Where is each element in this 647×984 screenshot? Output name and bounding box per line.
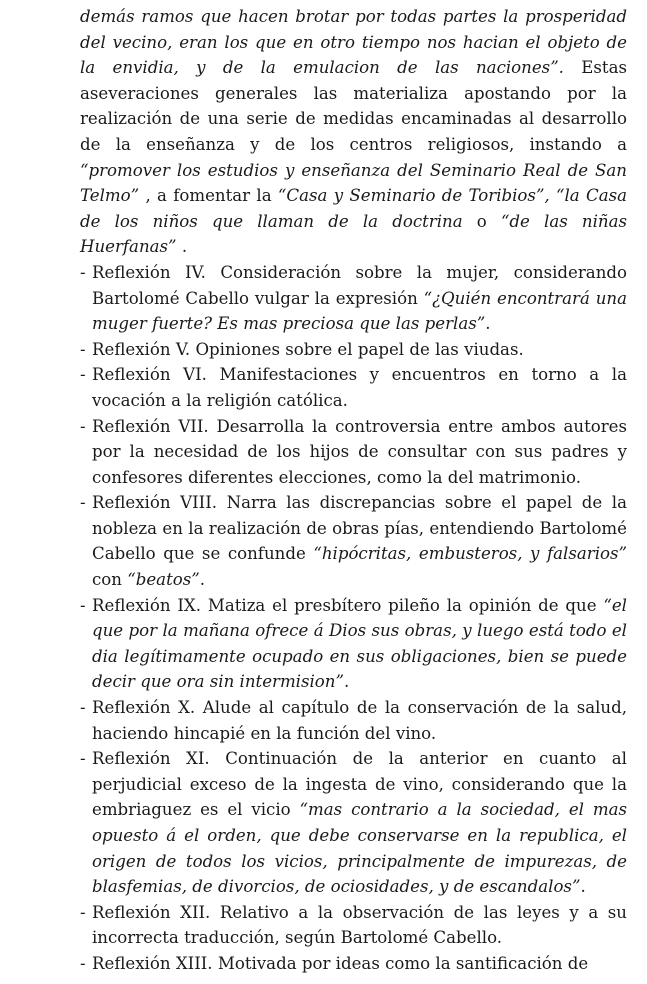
list-item-reflexion-iv [80, 260, 627, 337]
reflexion-list [80, 260, 627, 977]
list-item-reflexion-xii [80, 900, 627, 951]
item-text: . [199, 570, 206, 590]
item-text: . [485, 314, 491, 334]
list-item-reflexion-v [80, 337, 627, 363]
item-text: Reflexión XI. Continuación de la anterior en cuanto al perjudicial exceso de la ingesta de vino, considerando que la embriaguez es el vicio [92, 749, 627, 820]
item-quote: “hipócritas, embusteros, y falsarios” [313, 544, 627, 564]
item-text: Reflexión IX. Matiza el presbítero pileño la opinión de que [92, 595, 604, 615]
item-text: Reflexión IV. Consideración sobre la mujer, considerando Bartolomé Cabello vulgar la expresión [92, 262, 627, 308]
intro-run: , a fomentar la [145, 186, 278, 206]
item-text: . [343, 672, 350, 692]
list-item-reflexion-ix [80, 593, 627, 695]
intro-run: o [476, 211, 501, 231]
item-quote: “beatos” [127, 570, 200, 590]
bullet-dash: - [80, 595, 86, 615]
item-text: . [580, 877, 586, 897]
list-item-reflexion-viii [80, 490, 627, 592]
bullet-dash: - [80, 262, 86, 282]
item-text: Reflexión X. Alude al capítulo de la conservación de la salud, haciendo hincapié en la función del vino. [92, 698, 627, 743]
bullet-dash: - [80, 365, 86, 385]
list-item-reflexion-xiii [80, 951, 627, 977]
item-text: Reflexión VI. Manifestaciones y encuentros en torno a la vocación a la religión católica. [92, 365, 627, 410]
item-text: Reflexión V. Opiniones sobre el papel de las viudas. [92, 339, 524, 359]
bullet-dash: - [80, 902, 86, 922]
list-item-reflexion-xi [80, 746, 627, 900]
bullet-dash: - [80, 416, 86, 436]
list-item-reflexion-vi [80, 362, 627, 413]
bullet-dash: - [80, 698, 86, 718]
intro-quote: “Casa y Seminario de Toribios”, “la Casa de los niños que llaman de la doctrina [80, 186, 627, 231]
item-text: Reflexión XIII. Motivada por ideas como la santificación de [92, 953, 589, 973]
item-quote: “¿Quién encontrará una muger fuerte? Es mas preciosa que las perlas” [92, 288, 627, 334]
bullet-dash: - [80, 953, 86, 973]
bullet-dash: - [80, 749, 86, 769]
item-quote: “mas contrario a la sociedad, el mas opuesto á el orden, que debe conservarse en la republica, el origen de todos los vicios, principalmente de impurezas, de blasfemias, de divorcios, de ociosidades, y de escandalos” [92, 800, 627, 897]
intro-run: Estas aseveraciones generales las materializa apostando por la realización de una serie de medidas encaminadas al desarrollo de la enseñanza y de los centros religiosos, instando a [80, 58, 627, 154]
item-text: Reflexión VIII. Narra las discrepancias sobre el papel de la nobleza en la realización de obras pías, entendiendo Bartolomé Cabello que se confunde [92, 493, 627, 564]
bullet-dash: - [80, 493, 86, 513]
intro-quote: “de las niñas Huerfanas” [80, 211, 628, 257]
item-text: Reflexión VII. Desarrolla la controversia entre ambos autores por la necesidad de los hijos de consultar con sus padres y confesores diferentes elecciones, como la del matrimonio. [92, 416, 627, 487]
intro-quote: demás ramos que hacen brotar por todas partes la prosperidad del vecino, eran los que en otro tiempo nos hacian el objeto de la envidia, y de la emulacion de las naciones”. [80, 7, 627, 78]
intro-paragraph [80, 4, 627, 260]
item-quote: “el que por la mañana ofrece á Dios sus obras, y luego está todo el dia legítimamente ocupado en sus obligaciones, bien se puede decir que ora sin intermision” [92, 595, 627, 692]
item-text: con [92, 570, 128, 590]
intro-run: . [181, 237, 188, 257]
intro-quote: “promover los estudios y enseñanza del Seminario Real de San Telmo” [80, 160, 627, 206]
bullet-dash: - [80, 339, 86, 359]
item-text: Reflexión XII. Relativo a la observación de las leyes y a su incorrecta traducción, según Bartolomé Cabello. [92, 902, 627, 948]
list-item-reflexion-x [80, 695, 627, 746]
list-item-reflexion-vii [80, 414, 627, 491]
